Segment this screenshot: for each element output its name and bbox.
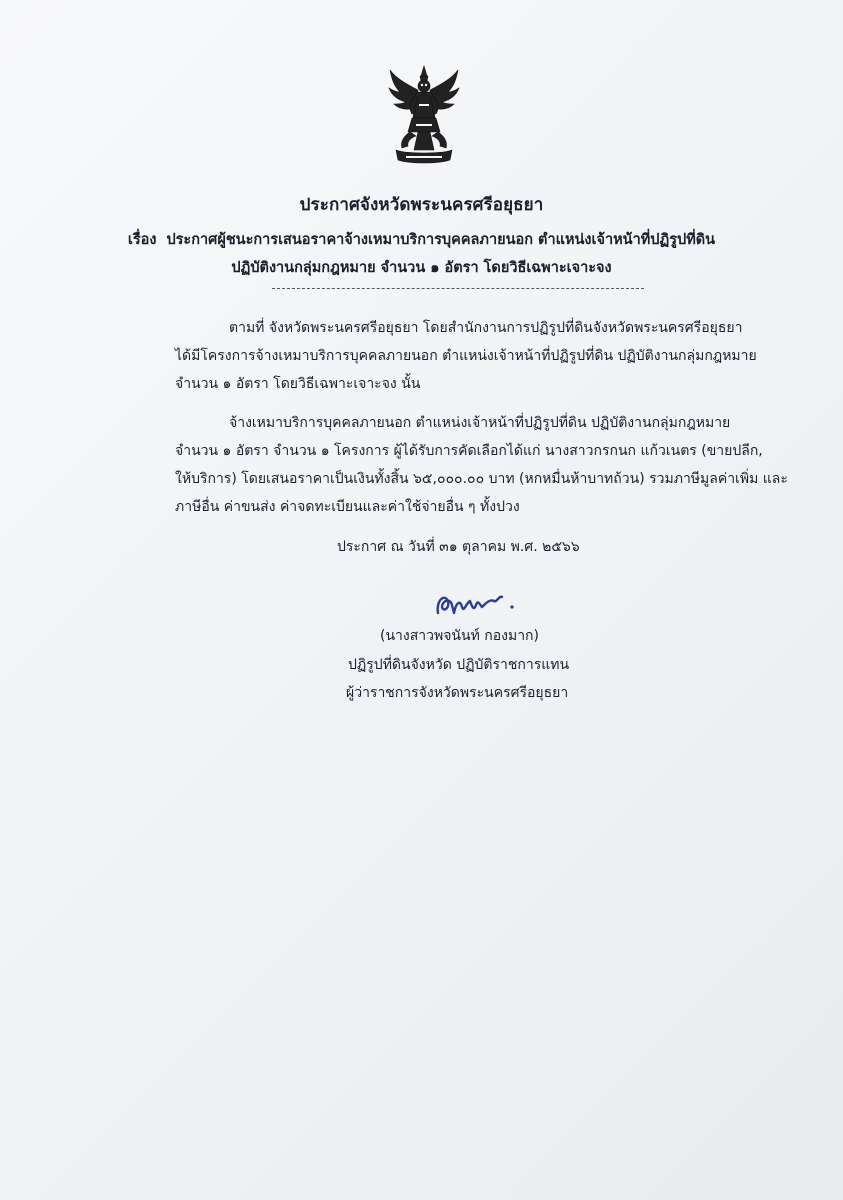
subject-line-2: ปฏิบัติงานกลุ่มกฎหมาย จำนวน ๑ อัตรา โดยวิธีเฉพาะเจาะจง xyxy=(231,260,612,276)
paragraph-2-line-1: จ้างเหมาบริการบุคคลภายนอก ตำแหน่งเจ้าหน้าที่ปฏิรูปที่ดิน ปฏิบัติงานกลุ่มกฎหมาย xyxy=(229,415,731,431)
paragraph-2-line-4: ภาษีอื่น ค่าขนส่ง ค่าจดทะเบียนและค่าใช้จ่ายอื่น ๆ ทั้งปวง xyxy=(175,499,520,515)
handwritten-signature xyxy=(430,583,526,623)
announcement-date: ประกาศ ณ วันที่ ๓๑ ตุลาคม พ.ศ. ๒๕๖๖ xyxy=(337,539,580,555)
signer-position-2: ผู้ว่าราชการจังหวัดพระนครศรีอยุธยา xyxy=(346,685,569,701)
document-title: ประกาศจังหวัดพระนครศรีอยุธยา xyxy=(299,195,544,215)
paragraph-2-line-2: จำนวน ๑ อัตรา จำนวน ๑ โครงการ ผู้ได้รับการคัดเลือกได้แก่ นางสาวกรกนก แก้วเนตร (ขายปลีก, xyxy=(175,443,763,459)
dashed-divider xyxy=(272,288,644,289)
paragraph-1-line-2: ได้มีโครงการจ้างเหมาบริการบุคคลภายนอก ตำแหน่งเจ้าหน้าที่ปฏิรูปที่ดิน ปฏิบัติงานกลุ่มกฎหมาย xyxy=(175,348,757,364)
subject-text-1: ประกาศผู้ชนะการเสนอราคาจ้างเหมาบริการบุคคลภายนอก ตำแหน่งเจ้าหน้าที่ปฏิรูปที่ดิน xyxy=(166,232,716,248)
garuda-emblem xyxy=(386,64,462,168)
paragraph-1-line-1: ตามที่ จังหวัดพระนครศรีอยุธยา โดยสำนักงานการปฏิรูปที่ดินจังหวัดพระนครศรีอยุธยา xyxy=(229,320,743,336)
subject-line-1 xyxy=(0,228,843,251)
subject-label: เรื่อง xyxy=(127,232,157,248)
signer-name: (นางสาวพจนันท์ กองมาก) xyxy=(380,628,539,644)
signer-position-1: ปฏิรูปที่ดินจังหวัด ปฏิบัติราชการแทน xyxy=(348,657,570,673)
paragraph-2-line-3: ให้บริการ) โดยเสนอราคาเป็นเงินทั้งสิ้น ๖๕,๐๐๐.๐๐ บาท (หกหมื่นห้าบาทถ้วน) รวมภาษีมูลค่าเพิ่ม และ xyxy=(175,471,788,487)
paragraph-1-line-3: จำนวน ๑ อัตรา โดยวิธีเฉพาะเจาะจง นั้น xyxy=(175,376,421,392)
